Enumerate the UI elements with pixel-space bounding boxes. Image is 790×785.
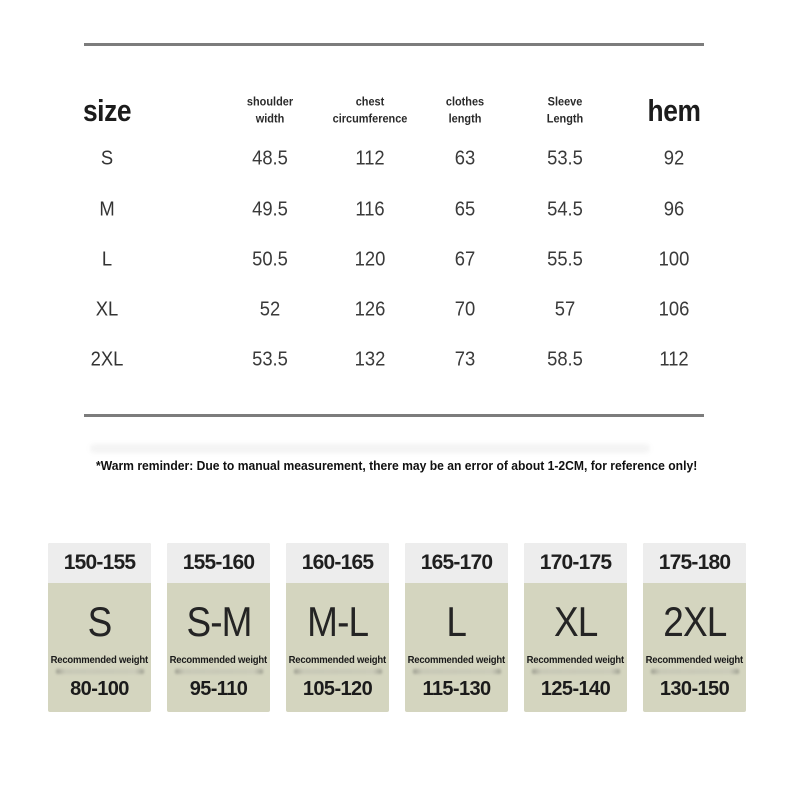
size-card-m-l xyxy=(286,543,389,712)
card-body xyxy=(286,583,389,712)
weight-range: 80-100 xyxy=(70,678,129,700)
blurred-text-strip xyxy=(532,669,620,674)
height-range: 155-160 xyxy=(167,543,270,583)
card-body xyxy=(48,583,151,712)
recommended-weight-label: Recommended weight xyxy=(645,655,744,666)
cell-value: 65 xyxy=(454,198,476,221)
row-label: S xyxy=(100,147,114,170)
recommended-weight-label: Recommended weight xyxy=(407,655,506,666)
recommended-weight-label: Recommended weight xyxy=(288,655,387,666)
cell-value: 116 xyxy=(355,198,385,221)
column-header-line: Length xyxy=(546,113,584,125)
blurred-ghost-text xyxy=(90,444,650,453)
recommended-weight-label: Recommended weight xyxy=(50,655,149,666)
blurred-text-strip xyxy=(294,669,382,674)
column-header-line: circumference xyxy=(332,113,408,125)
weight-range: 115-130 xyxy=(422,678,491,700)
column-header-chest-circumference xyxy=(333,94,408,127)
row-label: M xyxy=(99,198,115,221)
column-header-sleeve-length xyxy=(547,94,583,127)
cell-value: 58.5 xyxy=(547,348,583,371)
weight-range: 130-150 xyxy=(659,678,730,700)
cell-value: 132 xyxy=(354,348,386,371)
cell-value: 52 xyxy=(259,298,281,321)
cell-value: 55.5 xyxy=(547,248,583,271)
column-header-clothes-length xyxy=(446,94,484,127)
cell-value: 120 xyxy=(354,248,386,271)
table-row-2xl xyxy=(0,335,790,385)
row-label: 2XL xyxy=(90,348,124,371)
cell-value: 96 xyxy=(663,198,685,221)
cell-value: 92 xyxy=(663,147,685,170)
size-card-s xyxy=(48,543,151,712)
table-row-s xyxy=(0,134,790,184)
cell-value: 48.5 xyxy=(252,147,288,170)
column-header-line: length xyxy=(448,113,482,125)
column-header-line: width xyxy=(255,113,285,125)
recommended-weight-label: Recommended weight xyxy=(169,655,268,666)
cell-value: 126 xyxy=(354,298,386,321)
column-header-line: chest xyxy=(355,96,385,109)
recommended-weight-label: Recommended weight xyxy=(526,655,625,666)
table-row-xl xyxy=(0,285,790,335)
weight-range: 125-140 xyxy=(540,678,611,700)
cell-value: 53.5 xyxy=(252,348,288,371)
blurred-text-strip xyxy=(56,669,144,674)
row-label: L xyxy=(101,248,113,271)
card-body xyxy=(643,583,746,712)
cell-value: 106 xyxy=(658,298,690,321)
cell-value: 70 xyxy=(454,298,476,321)
size-recommendation-cards xyxy=(48,543,746,712)
cell-value: 100 xyxy=(658,248,690,271)
row-label: XL xyxy=(95,298,119,321)
size-label: M-L xyxy=(306,598,369,645)
size-label: L xyxy=(446,598,467,645)
bottom-divider xyxy=(84,414,704,417)
card-body xyxy=(167,583,270,712)
column-header-line: Sleeve xyxy=(547,96,583,109)
cell-value: 54.5 xyxy=(547,198,583,221)
size-card-xl xyxy=(524,543,627,712)
blurred-text-strip xyxy=(651,669,739,674)
column-header-size: size xyxy=(82,93,132,128)
weight-range: 95-110 xyxy=(189,678,248,700)
cell-value: 53.5 xyxy=(547,147,583,170)
column-header-line: clothes xyxy=(445,96,485,109)
cell-value: 63 xyxy=(454,147,476,170)
cell-value: 57 xyxy=(554,298,576,321)
height-range: 170-175 xyxy=(524,543,627,583)
height-range: 160-165 xyxy=(286,543,389,583)
cell-value: 112 xyxy=(355,147,385,170)
height-range: 150-155 xyxy=(48,543,151,583)
table-row-l xyxy=(0,235,790,285)
size-card-s-m xyxy=(167,543,270,712)
size-card-2xl xyxy=(643,543,746,712)
cell-value: 73 xyxy=(454,348,476,371)
size-label: S-M xyxy=(185,598,252,645)
blurred-text-strip xyxy=(413,669,501,674)
cell-value: 112 xyxy=(659,348,689,371)
cell-value: 67 xyxy=(454,248,476,271)
top-divider xyxy=(84,43,704,46)
size-label: 2XL xyxy=(662,598,727,645)
column-header-hem: hem xyxy=(647,93,701,128)
card-body xyxy=(524,583,627,712)
size-label: S xyxy=(87,598,112,645)
height-range: 165-170 xyxy=(405,543,508,583)
weight-range: 105-120 xyxy=(302,678,373,700)
column-header-line: shoulder xyxy=(246,96,294,109)
blurred-text-strip xyxy=(175,669,263,674)
table-row-m xyxy=(0,185,790,235)
size-card-l xyxy=(405,543,508,712)
warm-reminder-text: *Warm reminder: Due to manual measurement, there may be an error of about 1-2CM, for reference only! xyxy=(96,459,698,473)
size-label: XL xyxy=(553,598,598,645)
height-range: 175-180 xyxy=(643,543,746,583)
cell-value: 50.5 xyxy=(252,248,288,271)
card-body xyxy=(405,583,508,712)
table-header-row xyxy=(0,83,790,139)
cell-value: 49.5 xyxy=(252,198,288,221)
column-header-shoulder-width xyxy=(247,94,293,127)
